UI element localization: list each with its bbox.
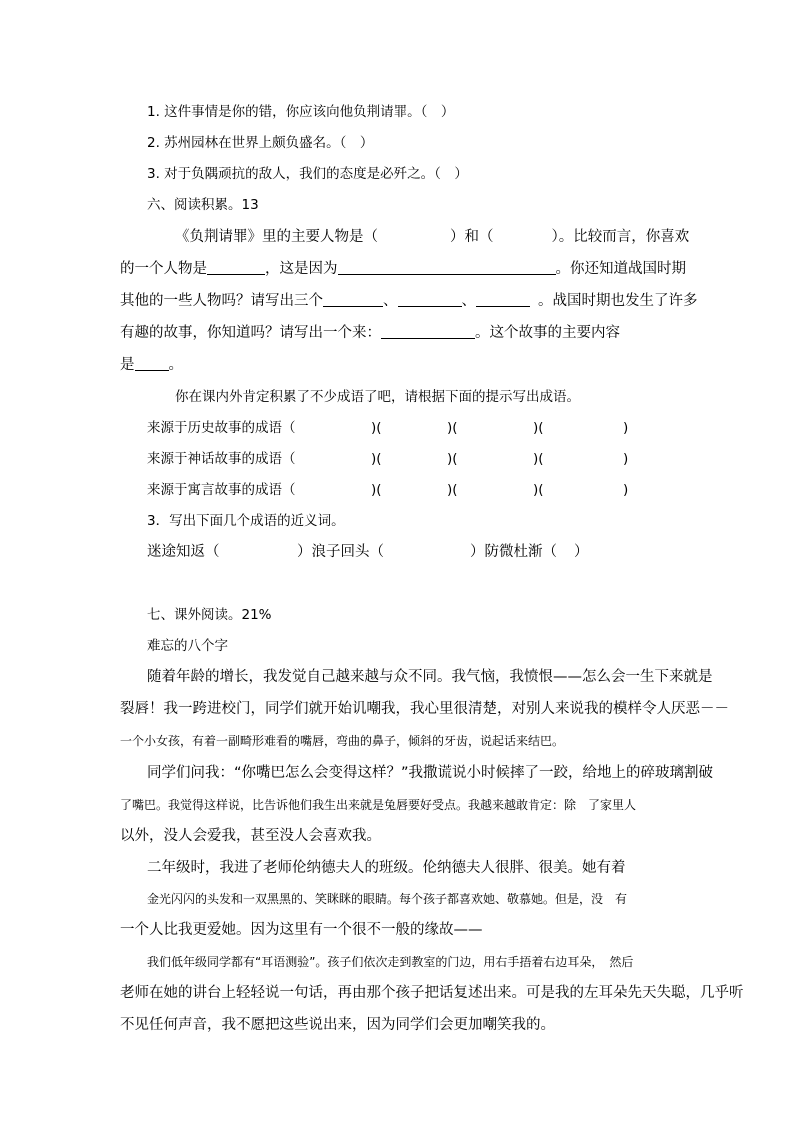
text: ）和（ <box>450 229 494 245</box>
answer-blank[interactable] <box>323 292 383 307</box>
text: ，这是因为 <box>265 261 338 277</box>
story-title: 难忘的八个字 <box>147 638 228 654</box>
answer-blank[interactable] <box>338 260 556 275</box>
paren: )( <box>447 482 458 498</box>
story-line: 同学们问我：“你嘴巴怎么会变得这样？”我撒谎说小时候摔了一跤，给地上的碎玻璃割破 <box>147 765 714 781</box>
story-line: 我们低年级同学都有“耳语测验”。孩子们依次走到教室的门边，用右手捂着右边耳朵， 然后 <box>147 955 634 969</box>
reading-line-1 <box>175 228 689 246</box>
row-label: 来源于历史故事的成语（ <box>147 420 296 436</box>
question-3: 3. 对于负隅顽抗的敌人，我们的态度是必歼之。（ ） <box>147 166 468 182</box>
story-line: 了嘴巴。我觉得这样说，比告诉他们我生出来就是兔唇要好受点。我越来越敢肯定：除 了家里人 <box>120 798 637 812</box>
story-line: 以外，没人会爱我，甚至没人会喜欢我。 <box>120 828 381 844</box>
idiom-row-fable <box>147 481 628 499</box>
paren: )( <box>533 420 544 436</box>
paren: )( <box>371 420 382 436</box>
synonym-item: 迷途知返（ <box>147 544 220 560</box>
text: 其他的一些人物吗？请写出三个 <box>120 293 323 309</box>
text: 。 <box>168 357 183 373</box>
story-line: 金光闪闪的头发和一双黑黑的、笑眯眯的眼睛。每个孩子都喜欢她、敬慕她。但是，没 有 <box>147 892 628 906</box>
row-label: 来源于神话故事的成语（ <box>147 451 296 467</box>
answer-blank[interactable] <box>135 356 169 371</box>
question-1: 1. 这件事情是你的错，你应该向他负荆请罪。（ ） <box>147 104 455 120</box>
story-line: 老师在她的讲台上轻轻说一句话，再由那个孩子把话复述出来。可是我的左耳朵先天失聪，几乎听 <box>120 985 744 1001</box>
text: 。你还知道战国时期 <box>555 261 686 277</box>
text: 《负荆请罪》里的主要人物是（ <box>175 229 378 245</box>
answer-blank[interactable] <box>381 324 475 339</box>
answer-blank[interactable] <box>398 292 462 307</box>
paren: )( <box>533 482 544 498</box>
paren: ) <box>623 451 629 467</box>
paren: ) <box>623 482 629 498</box>
story-line: 一个小女孩，有着一副畸形难看的嘴唇，弯曲的鼻子，倾斜的牙齿，说起话来结巴。 <box>120 734 565 748</box>
synonym-question: 3．写出下面几个成语的近义词。 <box>147 513 345 529</box>
text: 的一个人物是 <box>120 261 207 277</box>
answer-blank[interactable] <box>207 260 265 275</box>
story-line: 不见任何声音，我不愿把这些说出来，因为同学们会更加嘲笑我的。 <box>120 1017 555 1033</box>
paren: )( <box>371 482 382 498</box>
story-line: 随着年龄的增长，我发觉自己越来越与众不同。我气恼，我愤恨——怎么会一生下来就是 <box>147 669 713 685</box>
text: 。这个故事的主要内容 <box>475 325 620 341</box>
text: 、 <box>461 293 476 309</box>
idiom-row-myth <box>147 450 628 468</box>
answer-blank[interactable] <box>476 292 530 307</box>
synonym-row <box>147 543 589 561</box>
synonym-item: ）浪子回头（ <box>297 544 384 560</box>
reading-line-2 <box>120 260 686 278</box>
synonym-item: ）防微杜渐（ <box>470 544 557 560</box>
paren: )( <box>533 451 544 467</box>
paren: ) <box>623 420 629 436</box>
story-line: 二年级时，我进了老师伦纳德夫人的班级。伦纳德夫人很胖、很美。她有着 <box>147 860 626 876</box>
section-7-title: 七、课外阅读。21% <box>147 607 272 623</box>
paren: )( <box>447 420 458 436</box>
idiom-row-history <box>147 419 628 437</box>
text: 。战国时期也发生了许多 <box>538 293 698 309</box>
text: 是 <box>120 357 135 373</box>
section-6-title: 六、阅读积累。13 <box>147 197 259 213</box>
paren: )( <box>447 451 458 467</box>
row-label: 来源于寓言故事的成语（ <box>147 482 296 498</box>
story-line: 一个人比我更爱她。因为这里有一个很不一般的缘故—— <box>120 922 483 938</box>
text: ）。比较而言，你喜欢 <box>551 229 690 245</box>
reading-line-5 <box>120 356 183 374</box>
question-2: 2. 苏州园林在世界上颇负盛名。（ ） <box>147 135 374 151</box>
idiom-prompt: 你在课内外肯定积累了不少成语了吧，请根据下面的提示写出成语。 <box>175 389 580 405</box>
text: 有趣的故事，你知道吗？请写出一个来： <box>120 325 381 341</box>
story-line: 裂唇！我一跨进校门，同学们就开始讥嘲我，我心里很清楚，对别人来说我的模样令人厌恶－－ <box>120 701 729 717</box>
synonym-item: ） <box>574 544 589 560</box>
reading-line-3 <box>120 292 698 310</box>
text: 、 <box>383 293 398 309</box>
reading-line-4 <box>120 324 620 342</box>
paren: )( <box>371 451 382 467</box>
